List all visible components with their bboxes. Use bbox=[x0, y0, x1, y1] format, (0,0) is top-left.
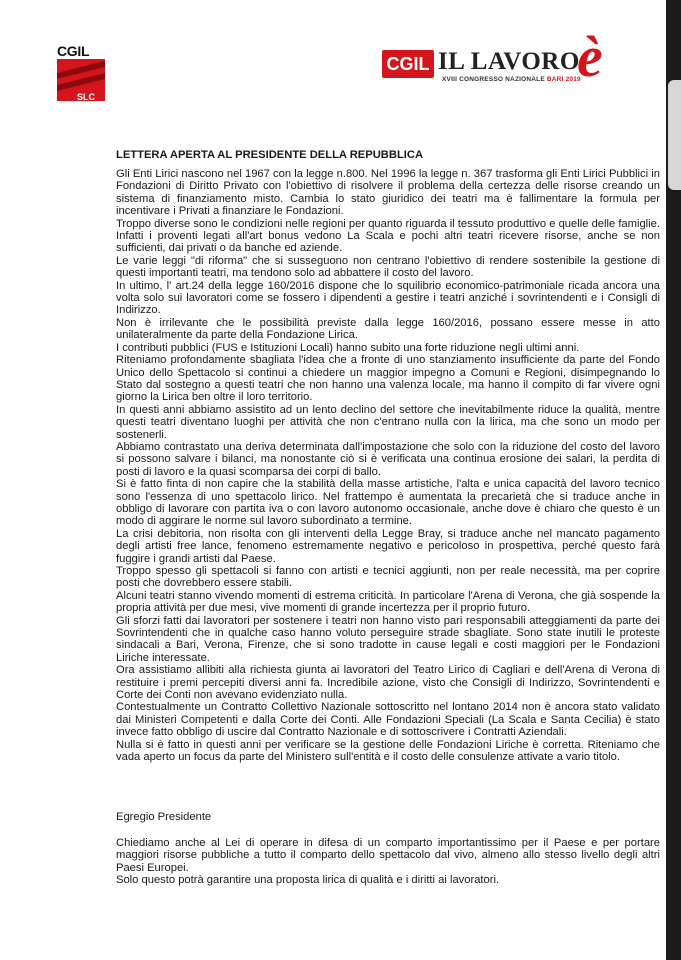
paragraph: Nulla si è fatto in questi anni per verificare se la gestione delle Fondazioni Liriche è corretta. Riteniamo che vada aperto un focus da parte del Ministero sull'entità e il costo delle consulenze attivate a vario titolo. bbox=[116, 738, 660, 764]
paragraph: Le varie leggi "di riforma" che si susseguono non centrano l'obiettivo di rendere sostenibile la gestione di questi importanti teatri, ma tendono solo ad abbattere il costo del lavoro. bbox=[116, 254, 660, 280]
slc-label: SLC bbox=[77, 92, 95, 102]
closing-paragraphs bbox=[116, 837, 660, 887]
paragraph: Troppo spesso gli spettacoli si fanno con artisti e tecnici aggiunti, non per reale necessità, ma per coprire posti che dovrebbero essere stabili. bbox=[116, 565, 660, 590]
paragraph: In ultimo, l' art.24 della legge 160/2016 dispone che lo squilibrio economico-patrimoniale ricada ancora una volta solo sui lavoratori come se fossero i dipendenti a gestire i teatri anziché i sovrintendenti e i Consigli di Indirizzo. bbox=[116, 279, 660, 317]
il-lavoro-logo bbox=[382, 24, 612, 90]
paragraph: Contestualmente un Contratto Collettivo Nazionale sottoscritto nel lontano 2014 non è ancora stato validato dai Ministeri Competenti e dalla Corte dei Conti. Alle Fondazioni Speciali (La Scala e Santa Cecilia) è stato invece fatto obbligo di uscire dal Contratto Nazionale e di sottoscrivere i Contratti Aziendali. bbox=[116, 701, 660, 739]
paragraph: Si è fatto finta di non capire che la stabilità della masse artistiche, l'alta e unica capacità del lavoro tecnico sono l'essenza di uno spettacolo lirico. Nel frattempo è aumentata la precarietà che si traduce anche in obbligo di lavorare con partita iva o con lavoro autonomo occasionale, anche dove è chiaro che questo è un modo di aggirare le norme sul lavoro subordinato a termine. bbox=[116, 478, 660, 528]
congress-location: BARI 2019 bbox=[546, 76, 581, 83]
paragraph: Alcuni teatri stanno vivendo momenti di estrema criticità. In particolare l'Arena di Verona, che già sospende la propria attività per due mesi, vive momenti di grande incertezza per il proprio futuro. bbox=[116, 589, 660, 615]
paragraph: La crisi debitoria, non risolta con gli interventi della Legge Bray, si traduce anche nel mancato pagamento degli artisti free lance, fenomeno estremamente negativo e pericoloso in prospettiva, perché questo farà fuggire i grandi artisti dal Paese. bbox=[116, 527, 660, 565]
letter-title: LETTERA APERTA AL PRESIDENTE DELLA REPUBBLICA bbox=[116, 149, 424, 161]
congress-name: XVIII CONGRESSO NAZIONALE bbox=[442, 76, 545, 83]
side-scroll-tab[interactable] bbox=[668, 80, 681, 190]
paragraph: I contributi pubblici (FUS e Istituzioni Locali) hanno subito una forte riduzione negli ultimi anni. bbox=[116, 341, 580, 354]
cgil-slc-logo bbox=[57, 44, 107, 104]
accent-e-letter: è bbox=[577, 24, 603, 89]
paragraph: In questi anni abbiamo assistito ad un lento declino del settore che inevitabilmente riduce la qualità, mentre questi teatri diventano luoghi per attività che non c'entrano nulla con la lirica, ma che sono un modo per sostenerli. bbox=[116, 403, 660, 441]
letter-paragraphs bbox=[116, 168, 660, 764]
paragraph: Ora assistiamo allibiti alla richiesta giunta ai lavoratori del Teatro Lirico di Cagliari e dell'Arena di Verona di restituire i premi percepiti diversi anni fa. Incredibile azione, visto che Consigli di Indirizzo, Sovrintendenti e Corte dei Conti non avevano evidenziato nulla. bbox=[116, 664, 660, 702]
il-lavoro-title: IL LAVORO bbox=[438, 48, 580, 75]
closing-paragraph: Chiediamo anche al Lei di operare in difesa di un comparto importantissimo per il Paese e per portare maggiori risorse pubbliche a tutto il comparto dello spettacolo dal vivo, almeno allo stesso livello degli altri Paesi Europei. bbox=[116, 837, 660, 874]
greeting: Egregio Presidente bbox=[116, 811, 212, 823]
paragraph: Gli sforzi fatti dai lavoratori per sostenere i teatri non hanno visto pari responsabili atteggiamenti da parte dei Sovrintendenti che in qualche caso hanno voluto perseguire strade sbagliate. Sono state inutili le proteste sindacali a Bari, Verona, Firenze, che si sono tradotte in cause legali e costi maggiori per le Fondazioni Liriche interessate. bbox=[116, 614, 660, 664]
paragraph: Non è irrilevante che le possibilità previste dalla legge 160/2016, possano essere messe in atto unilateralmente da parte della Fondazione Lirica. bbox=[116, 316, 660, 342]
paragraph: Troppo diverse sono le condizioni nelle regioni per quanto riguarda il tessuto produttivo e quelle delle famiglie. Infatti i proventi legati all'art bonus vedono La Scala e pochi altri teatri ricevere risorse, anche se non sufficienti, dai privati o da banche ed aziende. bbox=[116, 217, 660, 255]
cgil-red-badge: CGIL bbox=[382, 50, 434, 78]
paragraph: Riteniamo profondamente sbagliata l'idea che a fronte di uno stanziamento insufficiente da parte del Fondo Unico dello Spettacolo si continui a chiedere un maggior impegno a Comuni e Regioni, disimpegnando lo Stato dal sostegno a questi teatri che non hanno una valenza locale, ma hanno il compito di far vivere ogni giorno la Lirica ben oltre il loro territorio. bbox=[116, 354, 660, 404]
paragraph: Abbiamo contrastato una deriva determinata dall'impostazione che solo con la riduzione del costo del lavoro si possono salvare i bilanci, ma nonostante ciò si è verificata una continua erosione dei salari, la perdita di posti di lavoro e la quasi scomparsa dei corpi di ballo. bbox=[116, 440, 660, 478]
cgil-logo-word: CGIL bbox=[57, 43, 90, 59]
congress-subtitle bbox=[442, 76, 581, 83]
paragraph: Gli Enti Lirici nascono nel 1967 con la legge n.800. Nel 1996 la legge n. 367 trasforma gli Enti Lirici Pubblici in Fondazioni di Diritto Privato con l'obiettivo di risolvere il problema della certezza delle risorse creando un sistema di finanziamento misto. Cambia lo stato giuridico dei teatri ma è fallimentare la formula per incentivare i Privati a finanziare le Fondazioni. bbox=[116, 168, 660, 218]
closing-paragraph: Solo questo potrà garantire una proposta lirica di qualità e i diritti ai lavoratori. bbox=[116, 874, 500, 887]
